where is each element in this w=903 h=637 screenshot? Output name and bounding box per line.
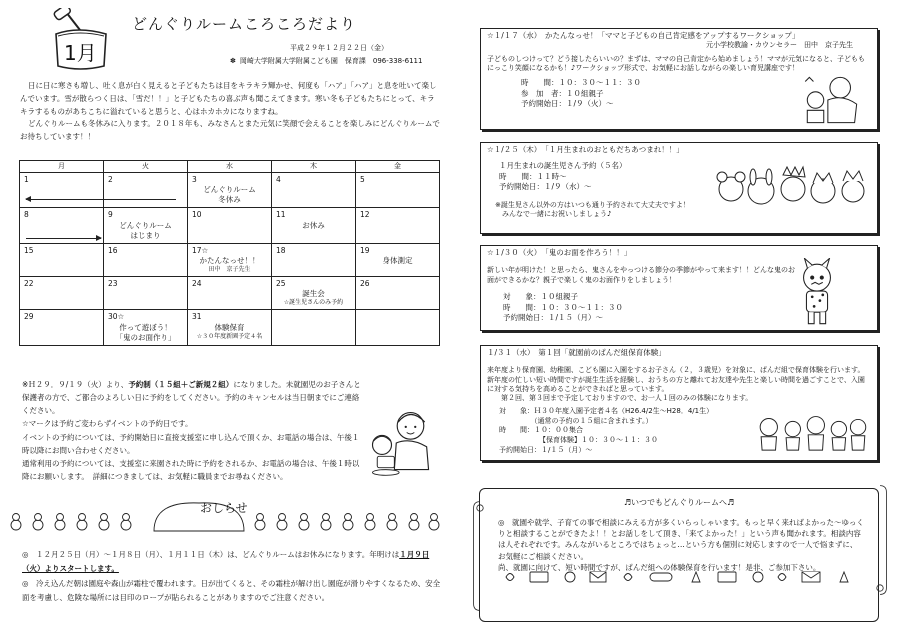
stationery-border-icon (500, 568, 860, 586)
event-box-oni-mask (480, 245, 878, 331)
calendar-cell: 18 (272, 243, 356, 276)
parent-child-hug-icon (797, 73, 869, 125)
note-line: イベントの予約については、予約開始日に直接支援室に申し込んで頂くか、お電話の場合は、午後１時以降にお問い合わせください。 (22, 432, 360, 455)
calendar-cell: 5 (356, 173, 440, 208)
event-start: 予約開始日：１/１５（月）～ (499, 446, 593, 455)
note-line: ☆マークは予約ご変わらずイベントの予約日です。 (22, 419, 193, 429)
calendar-cell: 30☆ 作って遊ぼう！ 「鬼のお面作り」 (104, 310, 188, 345)
right-arrow-icon (26, 238, 101, 239)
birthday-note: ※誕生児さん以外の方はいつも通り予約されて大丈夫ですよ！ (495, 200, 690, 209)
note-line: ※Ｈ２９．９/１９（火）より、予約制（１５組＋ご新規２組）になりました。未就園児のお子さんと保護者の方で、ご都合のよろしい日に予約をしてください。予約のキャンセルは当日朝までにご連絡ください。 (22, 380, 361, 416)
event-start: 予約開始日：１/９（水）～ (499, 182, 592, 192)
calendar-cell: 4 (272, 173, 356, 208)
calendar-table (19, 160, 440, 346)
calendar-row (20, 173, 440, 208)
anytime-room-scroll (479, 488, 879, 622)
event-description: 新しい年が明けた！と思ったら、鬼さんをやっつける節分の季節がやって来ます！！どんな鬼のお面ができるかな？親子で楽しく鬼のお面作りをしましょう！ (487, 266, 795, 284)
organization-info: ✽ 岡崎大学附属大学附属こども園 保育課 096-338-6111 (230, 57, 423, 65)
birthday-reservation: １月生まれの誕生児さん予約（５名） (499, 161, 627, 171)
calendar-cell: 26 (356, 277, 440, 310)
animal-friends-party-icon (711, 159, 871, 213)
flower-icon: ✽ (230, 57, 236, 65)
calendar-cell: 10 (188, 208, 272, 243)
event-title: ☆１/１７（水） かたんなっせ！「ママと子どもの自己肯定感をアップするワークショップ」 (487, 31, 800, 40)
calendar-cell: 1 (20, 173, 104, 208)
event-description: 第２回、第３回まで予定しておりますので、お一人１回のみの体験になります。 (501, 394, 753, 403)
calendar-cell: 16 (104, 243, 188, 276)
event-title: １/３１（水） 第１回「就園前のぱんだ組保育体験」 (487, 348, 666, 357)
scroll-curl-icon (872, 470, 888, 610)
event-participants: 参 加 者：１０組親子 (521, 88, 604, 98)
calendar-cell: 25 誕生会 ☆誕生児さんのみ予約 (272, 277, 356, 310)
calendar-row (20, 243, 440, 276)
event-target: 対 象：Ｈ３０年度入園予定者４名（H26.4/2生～H28．4/1生） (499, 406, 714, 415)
note-line: 通常利用の予約については、支援室に来園された時に予約をされるか、お電話の場合は、午後１時以降にお願いします。 詳細につきましては、お気軽に職員までお尋ねください。 (22, 458, 360, 481)
oshirase-title: おしらせ (200, 501, 248, 515)
intro-paragraph: どんぐりルームも冬休みに入ります。２０１８年も、みなさんとまた元気に笑顔で会えることを楽しみにどんぐりルームでお待ちしています！！ (20, 119, 440, 141)
calendar-cell: 23 (104, 277, 188, 310)
event-target: 対 象：１０組親子 (503, 292, 578, 301)
calendar-header: 月 (20, 161, 104, 173)
event-care-time: 【保育体験】１０：３０～１１：３０ (539, 436, 658, 445)
event-box-birthday (480, 142, 878, 234)
calendar-header: 火 (104, 161, 188, 173)
mother-child-illustration-icon (357, 405, 445, 481)
birthday-note: みんなで一緒にお祝いしましょう♪ (495, 210, 612, 219)
intro-paragraph: 日に日に寒さも増し、吐く息が白く見えると子どもたちは目をキラキラ輝かせ、何度も「ハア」「ハア」と息を吐いて楽しんでいます。雪が散らつく日は、「雪だ！！」と子どもたちの喜ぶ声も聞こえてきます。寒い冬も子どもたちにとって、キラキラするものがあちこちに溢れていると思うと、心はホカホカになりますね。 (20, 81, 437, 116)
calendar-cell: 12 (356, 208, 440, 243)
event-time: 時 間：１０：００集合 (499, 426, 583, 435)
event-start: 予約開始日：１/９（火）～ (521, 99, 614, 109)
left-arrow-icon (26, 199, 176, 200)
event-start: 予約開始日：１/１５（月）～ (503, 313, 604, 322)
scroll-title: ♬いつでもどんぐりルームへ♬ (623, 498, 735, 507)
calendar-cell: 17☆ かたんなっせ！！ 田中 京子先生 (188, 243, 272, 276)
calendar-header: 水 (188, 161, 272, 173)
calendar-header: 木 (272, 161, 356, 173)
oshirase-item: ◎ １２月２５日（月）～１月８日（月）、１月１１日（木）は、どんぐりルームはお休みになります。年明けは１月９日（火）よりスタートします。 (22, 550, 430, 574)
oshirase-body (22, 548, 442, 605)
calendar-cell: 2 (104, 173, 188, 208)
oni-demon-icon (793, 258, 841, 326)
event-box-trial-care (480, 345, 878, 461)
event-time: 時 間：１０：３０～１１：３０ (521, 78, 641, 88)
calendar-cell: 15 (20, 243, 104, 276)
calendar-cell: 19 身体測定 (356, 243, 440, 276)
mochi-pot-logo-icon (48, 8, 118, 72)
calendar-cell (272, 310, 356, 345)
issue-date: 平成２９年１２月２２日（金） (290, 44, 388, 52)
event-time: 時 間：１０：３０～１１：３０ (503, 302, 623, 312)
oshirase-item: ◎ 冷え込んだ朝は園庭や森山が霜柱で覆われます。日が出てくると、その霜柱が解け出し園庭が滑りやすくなるため、安全面を考慮し、危険な場所には目印のロープが貼られることがありますのでご注意ください。 (22, 578, 441, 602)
event-time: 時 間：１１時～ (499, 171, 567, 181)
scroll-paragraph: ◎ 就園や就学、子育ての事で相談にみえる方が多くいらっしゃいます。もっと早く来ればよかった～ゆっくりと相談することができたよ！！とお話しをして頂き、「来てよかった！」という声も聞かれます。相談内容は人それぞれです。みんながいるところではちょっと…という方も個別に対応しますので一人で悩まずに、お気軽にご相談ください。 (498, 517, 864, 561)
scroll-paragraph: 尚、就園に向けて、短い時間ですが、ぱんだ組への体験保育を行います！是非、ご参加下さい。 (498, 562, 821, 572)
event-speaker: 元小学校教諭・カウンセラー 田中 京子先生 (706, 41, 853, 50)
calendar-row (20, 277, 440, 310)
calendar-header: 金 (356, 161, 440, 173)
event-title: ☆１/２５（木） 「１月生まれのおともだちあつまれ！！」 (487, 145, 684, 154)
calendar-cell (356, 310, 440, 345)
calendar-cell: 11 お休み (272, 208, 356, 243)
event-title: ☆１/３０（火） 「鬼のお面を作ろう！！」 (487, 248, 632, 257)
svg-text:1月: 1月 (64, 41, 97, 65)
scroll-curl-icon (472, 486, 488, 626)
event-target-note: （通常の予約の１５組に含まれます。） (499, 416, 653, 425)
calendar-row (20, 310, 440, 345)
calendar-cell: 8 (20, 208, 104, 243)
event-box-workshop (480, 28, 878, 130)
calendar-cell: 3 どんぐりルーム 冬休み (188, 173, 272, 208)
calendar-cell: 29 (20, 310, 104, 345)
event-description: 子どものしつけって？どう接したらいいの？まずは、ママの自己肯定から始めましょう！ママが元気になると、子どももにっこり笑顔になるかも！♪ワークショップ形式で、お気軽にお話しながらの楽しい育児講座です！ (487, 54, 865, 72)
calendar-cell: 9 どんぐりルーム はじまり (104, 208, 188, 243)
calendar-cell: 22 (20, 277, 104, 310)
calendar-cell: 31 体験保育 ☆３０年度新園予定４名 (188, 310, 272, 345)
intro-text (20, 80, 440, 144)
event-description: 来年度より保育園、幼稚園、こども園に入園をするお子さん（２，３歳児）を対象に、ぱんだ組で保育体験を行います。新年度の忙しい短い時間ですが誕生生活を経験し、おうちの方と離れてお友達や先生と楽しい時間を過ごすことで、入園に対する気持ちを高めることができればと思っています。 (487, 366, 865, 393)
newsletter-title: どんぐりルームころころだより (132, 15, 357, 33)
notes-section (22, 378, 362, 483)
calendar-cell: 24 (188, 277, 272, 310)
children-playing-icon (753, 406, 871, 454)
